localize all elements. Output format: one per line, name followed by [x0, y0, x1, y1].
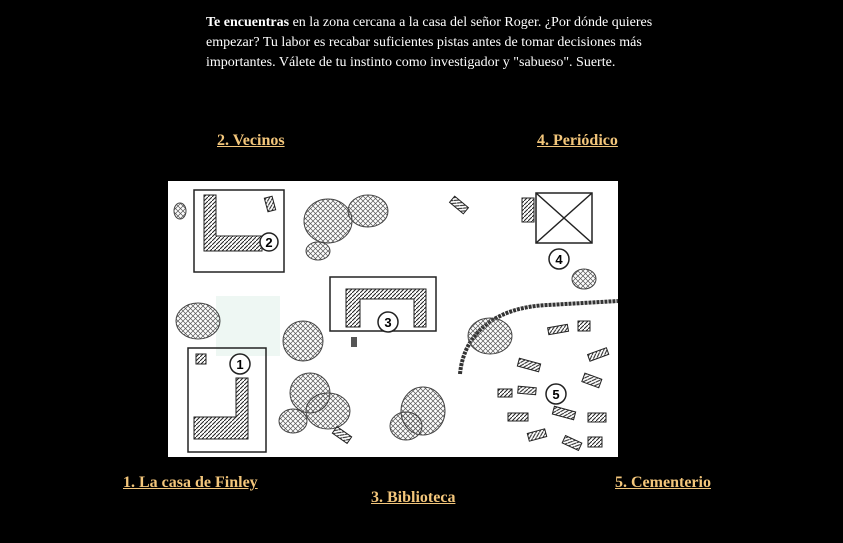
map-marker-1: 1 — [236, 357, 244, 372]
intro-text — [206, 13, 661, 73]
town-map[interactable] — [168, 181, 618, 457]
link-vecinos[interactable]: 2. Vecinos — [217, 132, 285, 149]
link-periodico[interactable]: 4. Periódico — [537, 132, 618, 149]
map-marker-2: 2 — [265, 235, 273, 250]
map-marker-5: 5 — [552, 387, 560, 402]
link-biblioteca[interactable]: 3. Biblioteca — [371, 489, 456, 506]
town-map-drawing — [168, 181, 618, 457]
link-casa-finley[interactable]: 1. La casa de Finley — [123, 474, 258, 491]
map-marker-4: 4 — [555, 252, 563, 267]
building-vecinos — [194, 190, 284, 272]
map-marker-3: 3 — [384, 315, 392, 330]
intro-bold-lead: Te encuentras — [206, 15, 290, 30]
building-biblioteca — [330, 277, 436, 347]
intro-body: en la zona cercana a la casa del señor Roger. ¿Por dónde quieres empezar? Tu labor es recabar suficientes pistas antes de tomar decisiones más importantes. Válete de tu instinto como investigador y "sabueso". Suerte. — [206, 15, 653, 70]
link-cementerio[interactable]: 5. Cementerio — [615, 474, 711, 491]
